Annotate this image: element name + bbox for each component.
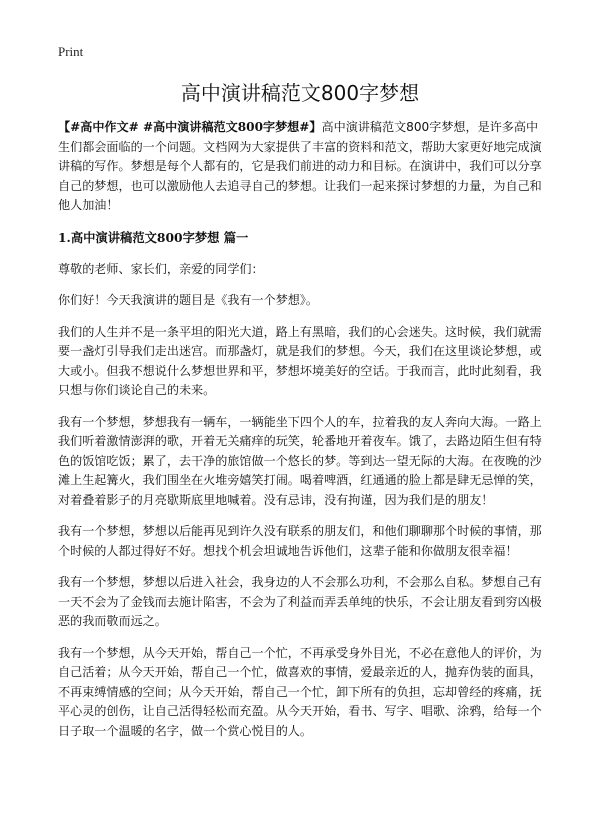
body-paragraph: 我们的人生并不是一条平坦的阳光大道，路上有黑暗，我们的心会迷失。这时候，我们就需要一盏灯引导我们走出迷宫。而那盏灯，就是我们的梦想。今天，我们在这里谈论梦想，或大或小。但我不想说什么梦想世界和平，梦想坏境美好的空话。于我而言，此时此刻看，我只想与你们谈论自己的未来。 [58, 324, 542, 397]
body-paragraph: 我有一个梦想，梦想我有一辆车，一辆能坐下四个人的车，拉着我的友人奔向大海。一路上我们听着激情澎湃的歌，开着无关痛痒的玩笑，轮番地开着夜车。饿了，去路边陌生但有特色的饭馆吃饭；累了，去干净的旅馆做一个悠长的梦。等到达一望无际的大海。在夜晚的沙滩上生起篝火，我们围坐在火堆旁嬉笑打闹。喝着啤酒，红通通的脸上都是肆无忌惮的笑，对着叠着影子的月亮歇斯底里地喊着。没有忌讳，没有拘谨，因为我们是的朋友！ [58, 414, 542, 507]
document-title: 高中演讲稿范文800字梦想 [180, 81, 420, 105]
body-paragraph: 我有一个梦想，梦想以后能再见到许久没有联系的朋友们，和他们聊聊那个时候的事情，那个时候的人都过得好不好。想找个机会坦诚地告诉他们，这辈子能和你做朋友很幸福！ [58, 524, 542, 558]
body-paragraph: 我有一个梦想，梦想以后进入社会，我身边的人不会那么功利，不会那么自私。梦想自己有一天不会为了金钱而去施计陷害，不会为了利益而弄丢单纯的快乐，不会让朋友看到穷凶极恶的我而敬而远之。 [58, 575, 542, 628]
intro-text: 高中演讲稿范文800字梦想，是许多高中生们都会面临的一个问题。文档网为大家提供了丰富的资料和范文，帮助大家更好地完成演讲稿的写作。梦想是每个人都有的，它是我们前进的动力和目标。在演讲中，我们可以分享自己的梦想，也可以激励他人去追寻自己的梦想。让我们一起来探讨梦想的力量，为自己和他人加油！ [58, 120, 542, 212]
intro-paragraph [58, 118, 542, 216]
body-paragraph-greeting: 你们好！今天我演讲的题目是《我有一个梦想》。 [58, 293, 319, 307]
print-label: Print [58, 44, 84, 59]
body-paragraph: 我有一个梦想，从今天开始，帮自己一个忙，不再承受身外目光，不必在意他人的评价，为自己活着；从今天开始，帮自己一个忙，做喜欢的事情，爱最亲近的人，抛弃伪装的面具，不再束缚情感的空间；从今天开始，帮自己一个忙，卸下所有的负担，忘却曾经的疼痛，抚平心灵的创伤，让自己活得轻松而充盈。从今天开始，看书、写字、唱歌、涂鸦，给每一个日子取一个温暖的名字，做一个赏心悦目的人。 [58, 645, 542, 738]
section-heading: 1.高中演讲稿范文800字梦想 篇一 [58, 229, 249, 245]
body-paragraph-salutation: 尊敬的老师、家长们，亲爱的同学们： [58, 261, 264, 276]
intro-tag: 【#高中作文# #高中演讲稿范文800字梦想#】 [58, 120, 322, 134]
